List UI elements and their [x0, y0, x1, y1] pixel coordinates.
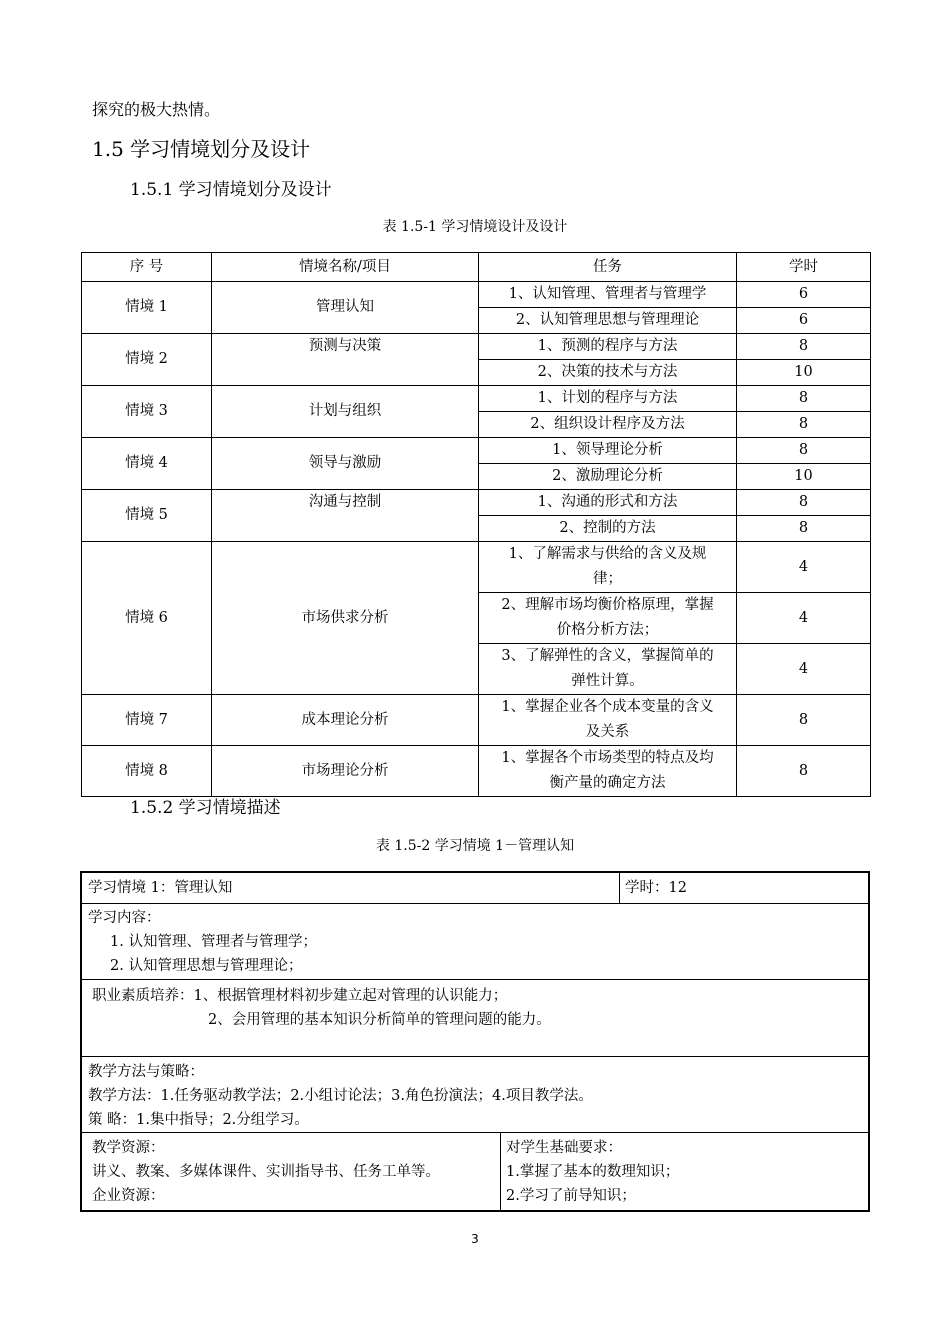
- table-row: [82, 334, 871, 360]
- task-cell: [479, 746, 737, 797]
- page-number: 3: [471, 1232, 479, 1246]
- task-line: 律；: [593, 571, 622, 587]
- task-cell: 2、决策的技术与方法: [479, 360, 737, 386]
- hours-cell: 10: [737, 464, 871, 490]
- task-cell: 2、认知管理思想与管理理论: [479, 308, 737, 334]
- method-line: 教学方法：1.任务驱动教学法；2.小组讨论法；3.角色扮演法；4.项目教学法。: [88, 1088, 593, 1104]
- hours-cell: 4: [737, 542, 871, 593]
- task-line: 1、掌握企业各个成本变量的含义: [501, 699, 714, 715]
- resources-line: 讲义、教案、多媒体课件、实训指导书、任务工单等。: [92, 1164, 440, 1180]
- hours-cell: 8: [737, 438, 871, 464]
- table-row: [82, 282, 871, 308]
- name-cell: 市场供求分析: [212, 542, 479, 695]
- hours-cell: 6: [737, 308, 871, 334]
- basis-label: 对学生基础要求：: [506, 1140, 622, 1156]
- task-cell: 1、认知管理、管理者与管理学: [479, 282, 737, 308]
- task-line: 1、掌握各个市场类型的特点及均: [501, 750, 714, 766]
- name-cell: 沟通与控制: [212, 490, 479, 542]
- name-cell: 成本理论分析: [212, 695, 479, 746]
- row-divider: [82, 1056, 868, 1057]
- subsection-title-2: 1.5.2 学习情境描述: [130, 798, 281, 818]
- situation-description-table: [80, 871, 870, 1212]
- table-row: [82, 386, 871, 412]
- seq-cell: 情境 7: [82, 695, 212, 746]
- strategy-line: 策 略：1.集中指导；2.分组学习。: [88, 1112, 309, 1128]
- column-divider: [500, 1132, 501, 1212]
- seq-cell: 情境 4: [82, 438, 212, 490]
- hours-cell: 8: [737, 695, 871, 746]
- content-label: 学习内容：: [88, 910, 161, 926]
- task-cell: 1、计划的程序与方法: [479, 386, 737, 412]
- seq-cell: 情境 3: [82, 386, 212, 438]
- seq-cell: 情境 6: [82, 542, 212, 695]
- task-cell: 1、预测的程序与方法: [479, 334, 737, 360]
- column-divider: [619, 873, 620, 903]
- hours-cell: 4: [737, 644, 871, 695]
- hours-cell: 8: [737, 334, 871, 360]
- section-title: 1.5 学习情境划分及设计: [92, 137, 311, 161]
- header-name: 情境名称/项目: [212, 253, 479, 282]
- row-divider: [82, 903, 868, 904]
- enterprise-line: 企业资源：: [92, 1188, 165, 1204]
- task-cell: [479, 695, 737, 746]
- hours-cell: 8: [737, 746, 871, 797]
- content-item: 1. 认知管理、管理者与管理学；: [110, 934, 317, 950]
- table-row: [82, 746, 871, 797]
- header-task: 任务: [479, 253, 737, 282]
- task-line: 价格分析方法；: [556, 622, 659, 638]
- task-cell: 2、组织设计程序及方法: [479, 412, 737, 438]
- seq-cell: 情境 2: [82, 334, 212, 386]
- table-row: [82, 542, 871, 593]
- table-row: [82, 695, 871, 746]
- row-divider: [82, 979, 868, 980]
- header-seq: 序 号: [82, 253, 212, 282]
- hours-cell: 10: [737, 360, 871, 386]
- intro-text: 探究的极大热情。: [92, 100, 221, 119]
- table1-caption: 表 1.5-1 学习情境设计及设计: [382, 219, 568, 235]
- seq-cell: 情境 1: [82, 282, 212, 334]
- hours-cell: 8: [737, 516, 871, 542]
- table-row: [82, 438, 871, 464]
- task-cell: 2、激励理论分析: [479, 464, 737, 490]
- task-line: 衡产量的确定方法: [549, 775, 666, 791]
- hours-cell: 6: [737, 282, 871, 308]
- basis-item: 1.掌握了基本的数理知识；: [506, 1164, 680, 1180]
- task-line: 2、理解市场均衡价格原理，掌握: [501, 597, 714, 613]
- hours-cell: 8: [737, 490, 871, 516]
- hours-cell: 4: [737, 593, 871, 644]
- task-line: 1、了解需求与供给的含义及规: [508, 546, 707, 562]
- name-cell: 管理认知: [212, 282, 479, 334]
- situation-hours: 学时：12: [625, 880, 687, 896]
- task-cell: 1、领导理论分析: [479, 438, 737, 464]
- row-divider: [82, 1132, 868, 1133]
- resources-label: 教学资源：: [92, 1140, 165, 1156]
- name-cell: 领导与激励: [212, 438, 479, 490]
- quality-line-2: 2、会用管理的基本知识分析简单的管理问题的能力。: [208, 1012, 551, 1028]
- task-cell: [479, 644, 737, 695]
- content-item: 2. 认知管理思想与管理理论；: [110, 958, 303, 974]
- task-cell: [479, 542, 737, 593]
- header-hours: 学时: [737, 253, 871, 282]
- table-row: [82, 490, 871, 516]
- task-line: 及关系: [585, 724, 630, 740]
- table2-caption: 表 1.5-2 学习情境 1－管理认知: [375, 838, 575, 854]
- situation-title: 学习情境 1：管理认知: [88, 880, 233, 896]
- seq-cell: 情境 5: [82, 490, 212, 542]
- task-cell: [479, 593, 737, 644]
- name-cell: 市场理论分析: [212, 746, 479, 797]
- subsection-title-1: 1.5.1 学习情境划分及设计: [130, 180, 332, 200]
- task-line: 弹性计算。: [571, 673, 644, 689]
- hours-cell: 8: [737, 386, 871, 412]
- table-header-row: [82, 253, 871, 282]
- name-cell: 预测与决策: [212, 334, 479, 386]
- task-cell: 2、控制的方法: [479, 516, 737, 542]
- task-cell: 1、沟通的形式和方法: [479, 490, 737, 516]
- basis-item: 2.学习了前导知识；: [506, 1188, 636, 1204]
- task-line: 3、了解弹性的含义，掌握简单的: [501, 648, 714, 664]
- situation-design-table: [81, 252, 871, 797]
- quality-line-1: 职业素质培养：1、根据管理材料初步建立起对管理的认识能力；: [92, 988, 508, 1004]
- name-cell: 计划与组织: [212, 386, 479, 438]
- hours-cell: 8: [737, 412, 871, 438]
- seq-cell: 情境 8: [82, 746, 212, 797]
- method-label: 教学方法与策略：: [88, 1064, 204, 1080]
